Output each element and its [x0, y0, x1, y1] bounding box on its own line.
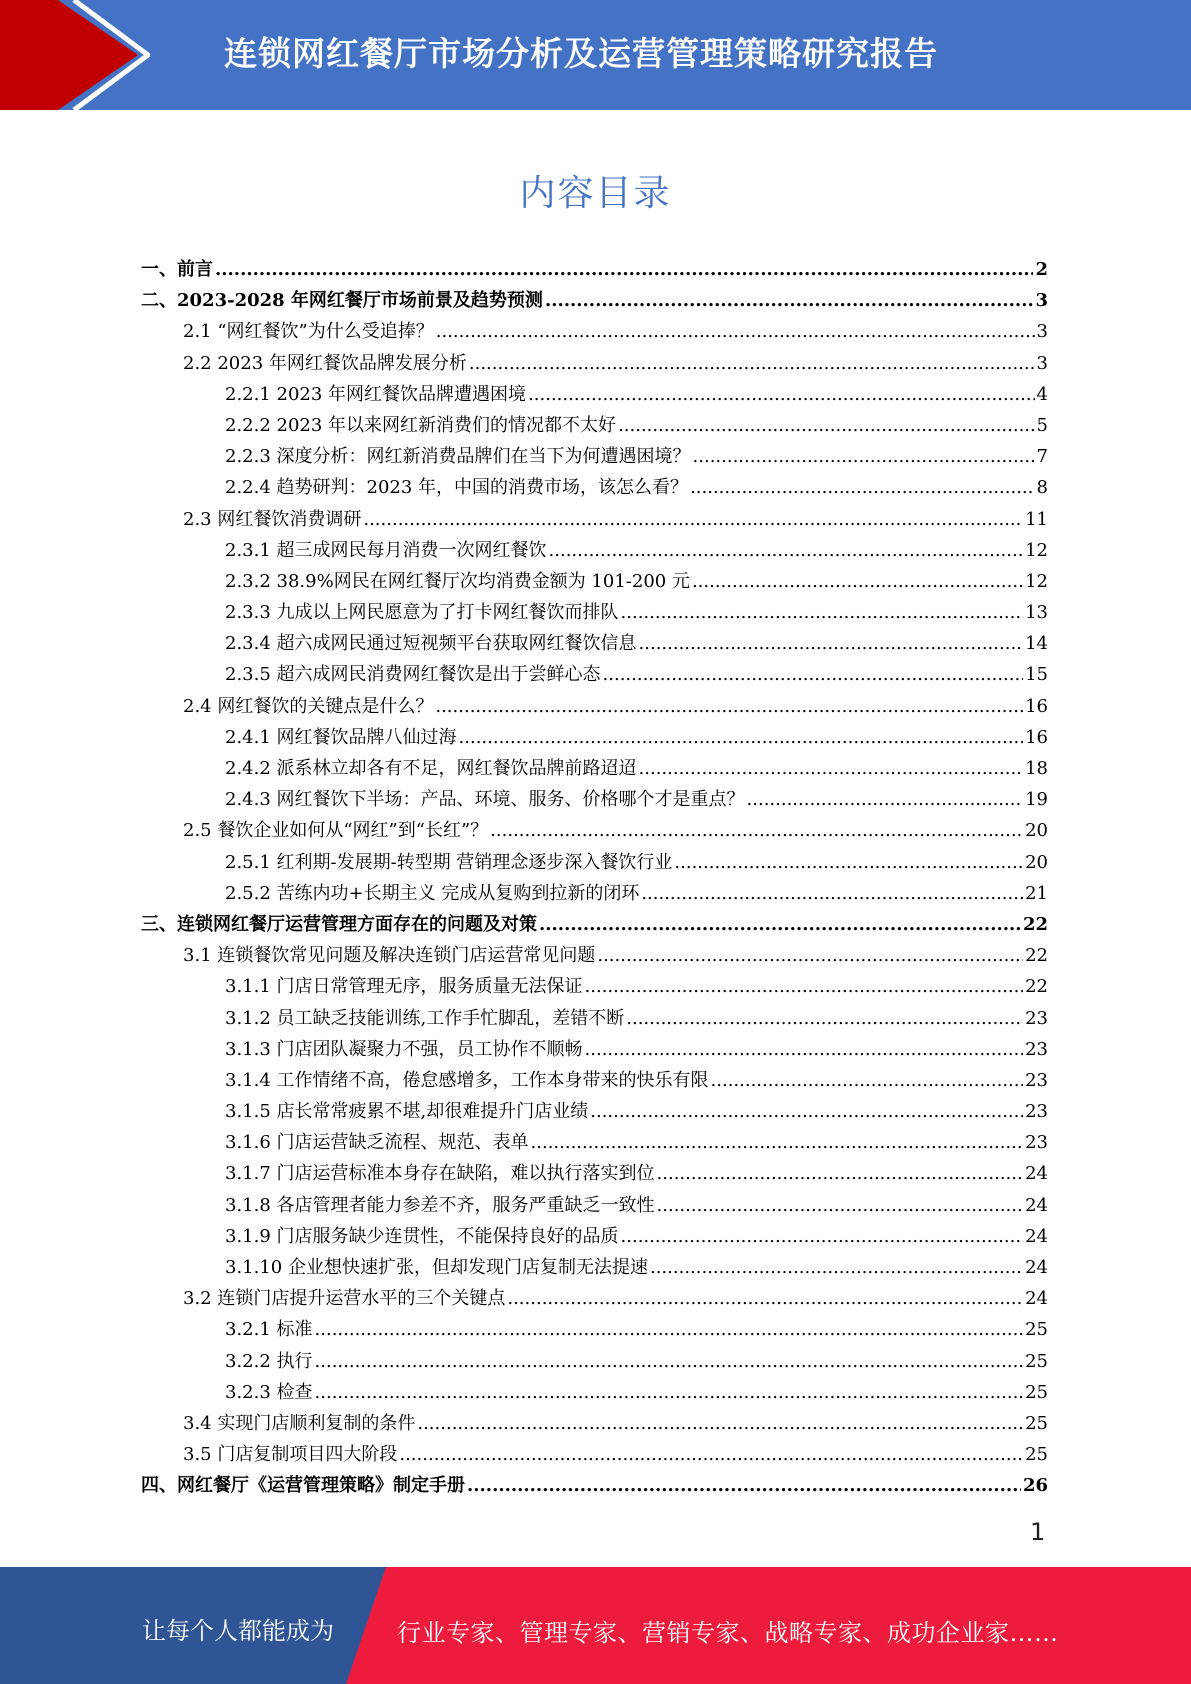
toc-entry-title: 3.5 门店复制项目四大阶段: [183, 1444, 398, 1466]
toc-entry[interactable]: [141, 1252, 1048, 1283]
toc-entry-page: 24: [1025, 1163, 1048, 1185]
toc-entry[interactable]: [141, 379, 1048, 410]
toc-entry-title: 四、网红餐厅《运营管理策略》制定手册: [141, 1475, 465, 1497]
toc-dot-leader: [435, 691, 1023, 722]
toc-entry-page: 16: [1025, 726, 1048, 748]
toc-dot-leader: [621, 1221, 1024, 1252]
header-arrow-decoration: [0, 0, 150, 110]
toc-entry-page: 20: [1025, 820, 1048, 842]
toc-dot-leader: [315, 1377, 1024, 1408]
footer-slogan-right: 行业专家、管理专家、营销专家、战略专家、成功企业家……: [397, 1619, 1059, 1647]
toc-entry-page: 25: [1025, 1350, 1048, 1372]
toc-dot-leader: [590, 1096, 1023, 1127]
toc-entry[interactable]: [141, 1439, 1048, 1470]
toc-entry-page: 21: [1025, 882, 1048, 904]
toc-entry-page: 26: [1022, 1475, 1048, 1497]
toc-entry[interactable]: [141, 1096, 1048, 1127]
toc-dot-leader: [399, 1439, 1023, 1470]
toc-entry-page: 12: [1025, 539, 1048, 561]
toc-entry-page: 3: [1036, 321, 1048, 343]
toc-dot-leader: [528, 379, 1034, 410]
toc-dot-leader: [639, 628, 1024, 659]
toc-entry-title: 3.1.10 企业想快速扩张，但却发现门店复制无法提速: [225, 1257, 648, 1278]
toc-entry[interactable]: [141, 659, 1048, 690]
report-title: 连锁网红餐厅市场分析及运营管理策略研究报告: [224, 34, 938, 73]
toc-dot-leader: [650, 1252, 1023, 1283]
toc-entry-title: 3.2.3 检查: [225, 1381, 313, 1403]
toc-entry-title: 3.2.1 标准: [225, 1319, 313, 1341]
toc-entry-title: 2.3.2 38.9%网民在网红餐厅次均消费金额为 101-200 元: [225, 570, 690, 592]
toc-entry[interactable]: [141, 1283, 1048, 1314]
toc-entry-page: 13: [1025, 602, 1048, 624]
toc-dot-leader: [436, 316, 1035, 347]
toc-entry-title: 2.3.4 超六成网民通过短视频平台获取网红餐饮信息: [225, 633, 637, 655]
toc-entry[interactable]: [141, 1003, 1048, 1034]
toc-entry-title: 3.1.4 工作情绪不高，倦怠感增多，工作本身带来的快乐有限: [225, 1069, 709, 1091]
toc-dot-leader: [363, 504, 1023, 535]
toc-entry-page: 23: [1025, 1101, 1048, 1123]
toc-entry-page: 24: [1025, 1257, 1048, 1278]
toc-entry[interactable]: [141, 1346, 1048, 1377]
toc-dot-leader: [315, 1346, 1024, 1377]
toc-dot-leader: [585, 971, 1024, 1002]
toc-entry-page: 25: [1025, 1381, 1048, 1403]
toc-entry[interactable]: [141, 316, 1048, 347]
toc-entry[interactable]: [141, 722, 1048, 753]
toc-dot-leader: [657, 1190, 1024, 1221]
toc-entry-title: 2.3.5 超六成网民消费网红餐饮是出于尝鲜心态: [225, 664, 601, 686]
toc-entry-title: 三、连锁网红餐厅运营管理方面存在的问题及对策: [141, 913, 537, 935]
toc-entry-page: 14: [1025, 633, 1048, 655]
toc-dot-leader: [693, 441, 1035, 472]
toc-dot-leader: [641, 878, 1023, 909]
toc-dot-leader: [690, 472, 1034, 503]
toc-entry[interactable]: [141, 691, 1048, 722]
toc-entry-page: 11: [1025, 508, 1048, 530]
toc-entry-title: 2.2.2 2023 年以来网红新消费们的情况都不太好: [225, 414, 617, 436]
toc-entry-title: 3.1.7 门店运营标准本身存在缺陷，难以执行落实到位: [225, 1163, 655, 1185]
toc-entry[interactable]: [141, 1127, 1048, 1158]
toc-entry[interactable]: [141, 971, 1048, 1002]
toc-entry-page: 23: [1025, 1132, 1048, 1154]
toc-dot-leader: [467, 1470, 1021, 1501]
toc-dot-leader: [469, 348, 1035, 379]
toc-entry-page: 24: [1025, 1225, 1048, 1247]
toc-entry-title: 3.1.9 门店服务缺少连贯性，不能保持良好的品质: [225, 1225, 619, 1247]
toc-entry-title: 2.4 网红餐饮的关键点是什么？: [183, 695, 434, 717]
toc-dot-leader: [215, 254, 1033, 285]
toc-entry-title: 3.1.8 各店管理者能力参差不齐，服务严重缺乏一致性: [225, 1194, 655, 1216]
toc-entry-title: 3.1.5 店长常常疲累不堪,却很难提升门店业绩: [225, 1101, 589, 1123]
toc-entry[interactable]: [141, 815, 1048, 846]
toc-entry-title: 3.1.2 员工缺乏技能训练,工作手忙脚乱，差错不断: [225, 1007, 625, 1029]
toc-entry-page: 25: [1025, 1412, 1048, 1434]
table-of-contents: [141, 254, 1048, 1502]
toc-entry-page: 8: [1036, 477, 1048, 499]
toc-entry-page: 25: [1025, 1319, 1048, 1341]
toc-dot-leader: [545, 285, 1034, 316]
toc-entry-title: 一、前言: [141, 259, 213, 280]
toc-dot-leader: [621, 597, 1024, 628]
toc-dot-leader: [657, 1158, 1024, 1189]
toc-entry-page: 18: [1025, 758, 1048, 779]
toc-entry[interactable]: [141, 1314, 1048, 1345]
toc-entry-title: 2.2.1 2023 年网红餐饮品牌遭遇困境: [225, 383, 527, 405]
toc-entry-title: 3.1.6 门店运营缺乏流程、规范、表单: [225, 1132, 529, 1154]
toc-entry-title: 2.3 网红餐饮消费调研: [183, 508, 362, 530]
toc-entry[interactable]: [141, 847, 1048, 878]
toc-entry-page: 5: [1036, 414, 1048, 436]
toc-entry-title: 2.5.2 苦练内功+长期主义 完成从复购到拉新的闭环: [225, 882, 640, 904]
toc-entry[interactable]: [141, 566, 1048, 597]
toc-entry[interactable]: [141, 597, 1048, 628]
toc-entry-page: 23: [1025, 1038, 1048, 1060]
toc-entry-page: 3: [1036, 352, 1048, 374]
toc-entry[interactable]: [141, 1221, 1048, 1252]
toc-entry[interactable]: [141, 1190, 1048, 1221]
toc-entry-title: 3.2.2 执行: [225, 1350, 313, 1372]
toc-entry[interactable]: [141, 940, 1048, 971]
toc-entry-page: 24: [1025, 1288, 1048, 1310]
toc-entry-title: 2.3.3 九成以上网民愿意为了打卡网红餐饮而排队: [225, 602, 619, 624]
toc-entry-title: 3.4 实现门店顺利复制的条件: [183, 1412, 416, 1434]
toc-entry-title: 2.4.3 网红餐饮下半场：产品、环境、服务、价格哪个才是重点？: [225, 789, 745, 811]
toc-dot-leader: [459, 722, 1024, 753]
toc-entry-page: 25: [1025, 1444, 1048, 1466]
toc-entry[interactable]: [141, 1470, 1048, 1501]
toc-entry[interactable]: [141, 1158, 1048, 1189]
toc-entry[interactable]: [141, 1408, 1048, 1439]
toc-entry-page: 2: [1035, 259, 1048, 280]
toc-entry-page: 12: [1025, 570, 1048, 592]
toc-entry-title: 3.2 连锁门店提升运营水平的三个关键点: [183, 1288, 506, 1310]
toc-entry-page: 23: [1025, 1069, 1048, 1091]
toc-entry-title: 2.4.1 网红餐饮品牌八仙过海: [225, 726, 457, 748]
toc-entry[interactable]: [141, 784, 1048, 815]
toc-entry-page: 4: [1036, 383, 1048, 405]
toc-entry[interactable]: [141, 254, 1048, 285]
toc-entry[interactable]: [141, 472, 1048, 503]
toc-dot-leader: [539, 909, 1021, 940]
toc-entry-title: 3.1.1 门店日常管理无序，服务质量无法保证: [225, 976, 583, 998]
toc-dot-leader: [674, 847, 1023, 878]
toc-entry[interactable]: [141, 535, 1048, 566]
toc-entry-title: 3.1.3 门店团队凝聚力不强，员工协作不顺畅: [225, 1038, 583, 1060]
toc-entry-page: 16: [1025, 695, 1048, 717]
footer-band: [0, 1567, 1191, 1684]
toc-entry-page: 22: [1022, 913, 1048, 935]
toc-entry-page: 22: [1025, 976, 1048, 998]
toc-entry-title: 2.2.3 深度分析：网红新消费品牌们在当下为何遭遇困境？: [225, 446, 691, 468]
toc-entry-title: 2.4.2 派系林立却各有不足，网红餐饮品牌前路迢迢: [225, 758, 637, 779]
page-number: 1: [1030, 1518, 1046, 1546]
toc-dot-leader: [585, 1034, 1024, 1065]
toc-entry-title: 2.3.1 超三成网民每月消费一次网红餐饮: [225, 539, 547, 561]
toc-entry-page: 3: [1035, 290, 1048, 312]
toc-dot-leader: [597, 940, 1023, 971]
toc-entry-page: 15: [1025, 664, 1048, 686]
toc-dot-leader: [639, 753, 1024, 784]
toc-entry-page: 23: [1025, 1007, 1048, 1029]
footer-slogan-left: 让每个人都能成为: [142, 1617, 334, 1645]
toc-entry-title: 2.2.4 趋势研判：2023 年，中国的消费市场，该怎么看？: [225, 477, 689, 499]
toc-dot-leader: [507, 1283, 1023, 1314]
report-header-band: [0, 0, 1191, 110]
toc-entry-page: 22: [1025, 945, 1048, 967]
toc-entry-title: 2.5 餐饮企业如何从“网红”到“长红”？: [183, 820, 489, 842]
toc-entry[interactable]: [141, 504, 1048, 535]
toc-entry-page: 19: [1025, 789, 1048, 811]
toc-entry-title: 2.2 2023 年网红餐饮品牌发展分析: [183, 352, 467, 374]
toc-entry[interactable]: [141, 1065, 1048, 1096]
toc-entry-page: 24: [1025, 1194, 1048, 1216]
toc-entry[interactable]: [141, 1377, 1048, 1408]
toc-entry[interactable]: [141, 878, 1048, 909]
toc-entry-title: 2.1 “网红餐饮”为什么受追捧？: [183, 321, 434, 343]
toc-dot-leader: [711, 1065, 1024, 1096]
toc-entry[interactable]: [141, 1034, 1048, 1065]
toc-entry[interactable]: [141, 441, 1048, 472]
toc-entry[interactable]: [141, 410, 1048, 441]
toc-dot-leader: [315, 1314, 1024, 1345]
toc-heading: 内容目录: [519, 173, 672, 214]
toc-entry[interactable]: [141, 348, 1048, 379]
toc-dot-leader: [692, 566, 1023, 597]
toc-dot-leader: [626, 1003, 1023, 1034]
toc-dot-leader: [417, 1408, 1023, 1439]
toc-entry-title: 二、2023-2028 年网红餐厅市场前景及趋势预测: [141, 290, 543, 312]
toc-dot-leader: [531, 1127, 1024, 1158]
toc-entry[interactable]: [141, 628, 1048, 659]
toc-entry-title: 3.1 连锁餐饮常见问题及解决连锁门店运营常见问题: [183, 945, 596, 967]
toc-entry[interactable]: [141, 909, 1048, 940]
toc-entry-page: 20: [1025, 851, 1048, 873]
toc-dot-leader: [618, 410, 1034, 441]
toc-entry-page: 7: [1036, 446, 1048, 468]
toc-dot-leader: [603, 659, 1024, 690]
toc-entry[interactable]: [141, 285, 1048, 316]
toc-dot-leader: [490, 815, 1023, 846]
toc-entry[interactable]: [141, 753, 1048, 784]
toc-dot-leader: [747, 784, 1024, 815]
toc-entry-title: 2.5.1 红利期-发展期-转型期 营销理念逐步深入餐饮行业: [225, 851, 673, 873]
toc-dot-leader: [549, 535, 1024, 566]
